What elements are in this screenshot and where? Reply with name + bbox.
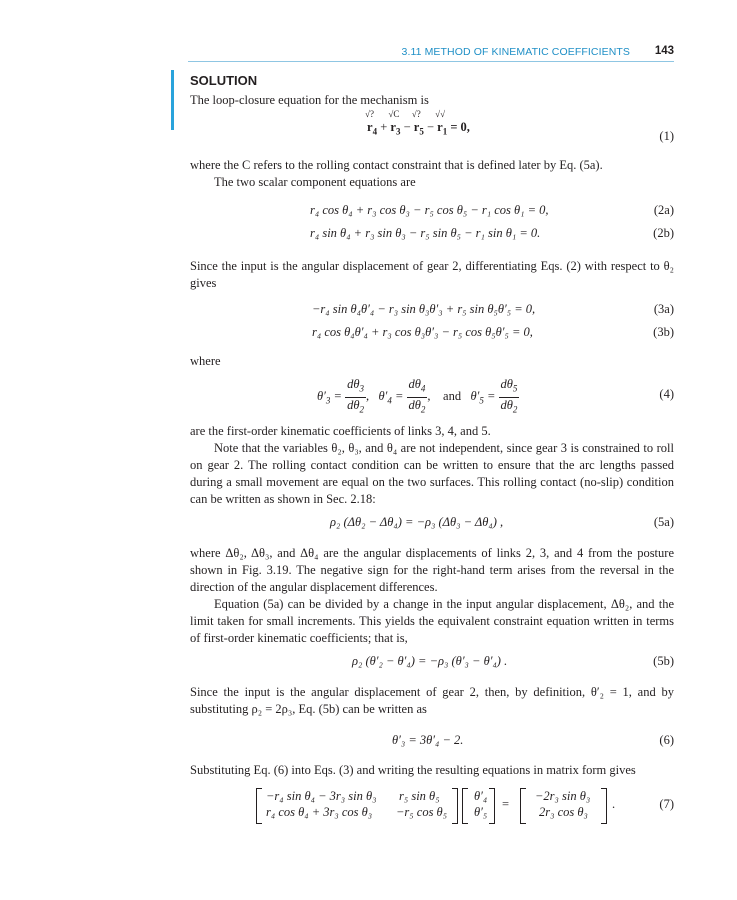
matrix-m22: −r₅ cos θ₅ [396, 805, 448, 819]
paragraph-7: Note that the variables θ₂, θ₃, and θ₄ are not independent, since gear 3 is constrained to roll on gear 2. The rolling contact condition can be written to ensure that the arc lengths passed during a small movement are equal on the two surfaces. This rolling contact (no-slip) condition can be written as shown in Sec. 2.18: [190, 441, 674, 506]
rhs-bracket-open [520, 788, 526, 824]
equation-1: $r_4$ √? + $r_3$ √C − $r_5$ √? − $r_1$ √√ = 0, [365, 109, 470, 137]
eq2b-number: (2b) [653, 226, 674, 240]
vector-v1: θ′₄ [474, 789, 488, 803]
equation-3a: −r₄ sin θ₄θ′₄ − r₃ sin θ₃θ′₃ + r₅ sin θ₅θ′₅ = 0, [312, 302, 536, 316]
matrix-m11: −r₄ sin θ₄ − 3r₃ sin θ₃ [266, 789, 377, 803]
equation-3b: r₄ cos θ₄θ′₄ + r₃ cos θ₃θ′₃ − r₅ cos θ₅θ′₅ = 0, [312, 325, 533, 339]
eq1-number: (1) [659, 129, 674, 143]
equation-5a: ρ₂ (Δθ₂ − Δθ₄) = −ρ₃ (Δθ₃ − Δθ₄) , [330, 515, 504, 529]
rhs-bracket-close [601, 788, 607, 824]
matrix-equals: = [502, 797, 510, 811]
eq6-number: (6) [659, 733, 674, 747]
eq4-and: and [443, 388, 462, 403]
equation-2b: r₄ sin θ₄ + r₃ sin θ₃ − r₅ sin θ₅ − r₁ sin θ₁ = 0. [310, 226, 541, 240]
solution-margin-bar [171, 70, 174, 130]
vector-bracket-open [462, 788, 468, 824]
vector-bracket-close [489, 788, 495, 824]
header-rule [188, 61, 674, 62]
eq1-mark-2: √C [388, 109, 400, 119]
eq2a-number: (2a) [653, 203, 674, 217]
eq1-mark-3: √? [411, 109, 421, 119]
paragraph-3: The two scalar component equations are [214, 175, 416, 189]
paragraph-2: where the C refers to the rolling contact constraint that is defined later by Eq. (5a). [190, 158, 603, 172]
eq1-rest: = 0, [450, 120, 470, 134]
page-number: 143 [654, 45, 674, 57]
rhs-b2: 2r₃ cos θ₃ [539, 805, 588, 819]
paragraph-9: Equation (5a) can be divided by a change in the input angular displacement, Δθ₂, and the limit taken for small increments. This yields the equivalent constraint equation written in terms of first-order kinematic coefficients; that is, [190, 597, 674, 645]
section-title: 3.11 METHOD OF KINEMATIC COEFFICIENTS [401, 46, 630, 58]
matrix-m21: r₄ cos θ₄ + 3r₃ cos θ₃ [266, 805, 373, 819]
paragraph-4: Since the input is the angular displacement of gear 2, differentiating Eqs. (2) with respect to θ₂ gives [190, 259, 674, 290]
matrix-period: . [612, 797, 616, 811]
paragraph-8: where Δθ₂, Δθ₃, and Δθ₄ are the angular displacements of links 2, 3, and 4 from the posture shown in Fig. 3.19. The negative sign for the right-hand term arises from the reversal in the direction of the angular displacement differences. [190, 546, 674, 594]
paragraph-10: Since the input is the angular displacement of gear 2, then, by definition, θ′₂ = 1, and by substituting ρ₂ = 2ρ₃, Eq. (5b) can be written as [190, 685, 674, 716]
eq5a-number: (5a) [653, 515, 674, 529]
paragraph-5: where [190, 354, 221, 368]
equation-6: θ′₃ = 3θ′₄ − 2. [392, 733, 464, 747]
eq5b-number: (5b) [653, 654, 674, 668]
solution-heading: SOLUTION [190, 73, 258, 88]
vector-v2: θ′₅ [474, 805, 488, 819]
matrix-left-bracket-open [256, 788, 262, 824]
rhs-b1: −2r₃ sin θ₃ [535, 789, 591, 803]
equation-2a: r₄ cos θ₄ + r₃ cos θ₃ − r₅ cos θ₅ − r₁ cos θ₁ = 0, [310, 203, 549, 217]
equation-4: $\theta'_3$ = $\frac{d\theta_3}{d\theta_2}$ , $\theta'_4$ = $\frac{d\theta_4}{d\theta_2}$ , and $\theta'_5$ = $\frac{d\theta_5}{d\theta_2}$ [317, 377, 518, 414]
eq4-number: (4) [659, 387, 674, 401]
eq1-mark-1: √? [365, 109, 374, 119]
paragraph-1: The loop-closure equation for the mechanism is [190, 93, 429, 107]
paragraph-11: Substituting Eq. (6) into Eqs. (3) and writing the resulting equations in matrix form gives [190, 763, 636, 777]
running-header [188, 44, 674, 62]
paragraph-6: are the first-order kinematic coefficients of links 3, 4, and 5. [190, 424, 491, 438]
matrix-m12: r₅ sin θ₅ [399, 789, 440, 803]
eq3a-number: (3a) [653, 302, 674, 316]
eq1-mark-4: √√ [435, 109, 446, 119]
matrix-left-bracket-close [452, 788, 458, 824]
eq3b-number: (3b) [653, 325, 674, 339]
eq7-number: (7) [659, 797, 674, 811]
equation-5b: ρ₂ (θ′₂ − θ′₄) = −ρ₃ (θ′₃ − θ′₄) . [352, 654, 508, 668]
